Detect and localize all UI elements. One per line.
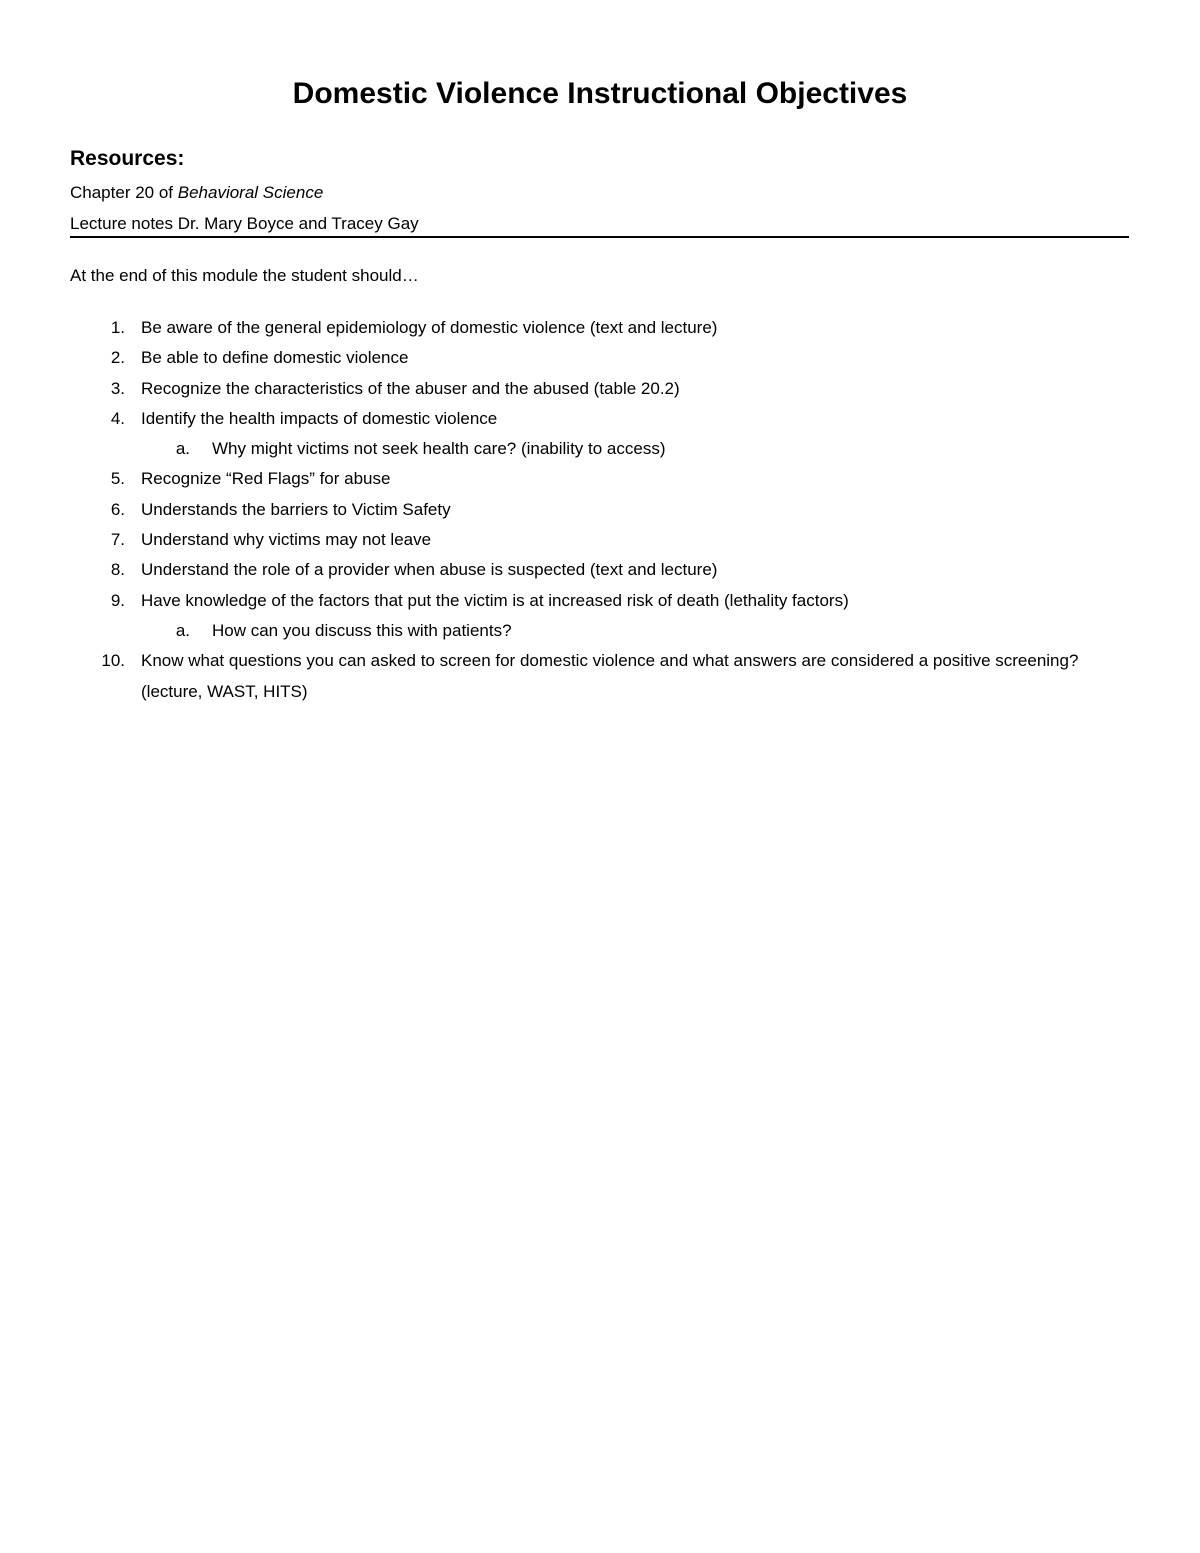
document-title: Domestic Violence Instructional Objectives — [292, 77, 908, 110]
objective-item — [0, 343, 1200, 373]
objective-text: Understand the role of a provider when abuse is suspected (text and lecture) — [141, 560, 718, 580]
objective-item — [0, 495, 1200, 525]
objective-number: 7. — [110, 530, 125, 550]
objective-text: Have knowledge of the factors that put the victim is at increased risk of death (lethality factors) — [141, 590, 849, 610]
objective-subitem — [0, 434, 1200, 464]
objective-item — [0, 525, 1200, 555]
objective-number: 8. — [110, 560, 125, 580]
objective-text: Recognize “Red Flags” for abuse — [141, 469, 391, 489]
objective-text: Recognize the characteristics of the abuser and the abused (table 20.2) — [141, 378, 680, 398]
objective-subitem — [0, 616, 1200, 646]
objective-subitem-text: Why might victims not seek health care? (inability to access) — [212, 439, 666, 459]
objective-number: 9. — [110, 590, 125, 610]
objectives-list — [0, 313, 1200, 707]
objective-text: Be aware of the general epidemiology of domestic violence (text and lecture) — [141, 318, 718, 337]
objective-text: Understand why victims may not leave — [141, 530, 432, 550]
objective-item — [0, 313, 1200, 343]
objective-text: Identify the health impacts of domestic violence — [141, 408, 498, 428]
objective-number: 1. — [110, 318, 125, 337]
objective-text: Know what questions you can asked to screen for domestic violence and what answers are considered a positive screening? (lecture, WAST, HITS) — [141, 651, 1079, 701]
resources-heading: Resources: — [70, 147, 185, 170]
objective-number: 5. — [110, 469, 125, 489]
objective-number: 10. — [101, 651, 125, 671]
objective-number: 4. — [110, 408, 125, 428]
intro-text: At the end of this module the student should… — [70, 266, 419, 285]
section-divider — [70, 236, 1129, 238]
objective-item — [0, 646, 1200, 707]
objective-item — [0, 374, 1200, 404]
resource-book-title: Behavioral Science — [177, 183, 324, 202]
objective-text: Understands the barriers to Victim Safety — [141, 499, 451, 519]
objective-subitem-letter: a. — [175, 620, 190, 640]
objective-item — [0, 464, 1200, 494]
objective-item — [0, 555, 1200, 585]
resource-chapter-prefix: Chapter 20 of — [70, 183, 178, 202]
resource-chapter — [70, 181, 323, 205]
objective-subitem-text: How can you discuss this with patients? — [212, 620, 512, 640]
objective-number: 2. — [110, 348, 125, 368]
objective-number: 3. — [110, 378, 125, 398]
objective-text: Be able to define domestic violence — [141, 348, 409, 368]
objective-item — [0, 404, 1200, 434]
objective-number: 6. — [110, 499, 125, 519]
objective-item — [0, 586, 1200, 616]
resource-lecture-notes: Lecture notes Dr. Mary Boyce and Tracey Gay — [70, 214, 419, 233]
objective-subitem-letter: a. — [175, 439, 190, 459]
